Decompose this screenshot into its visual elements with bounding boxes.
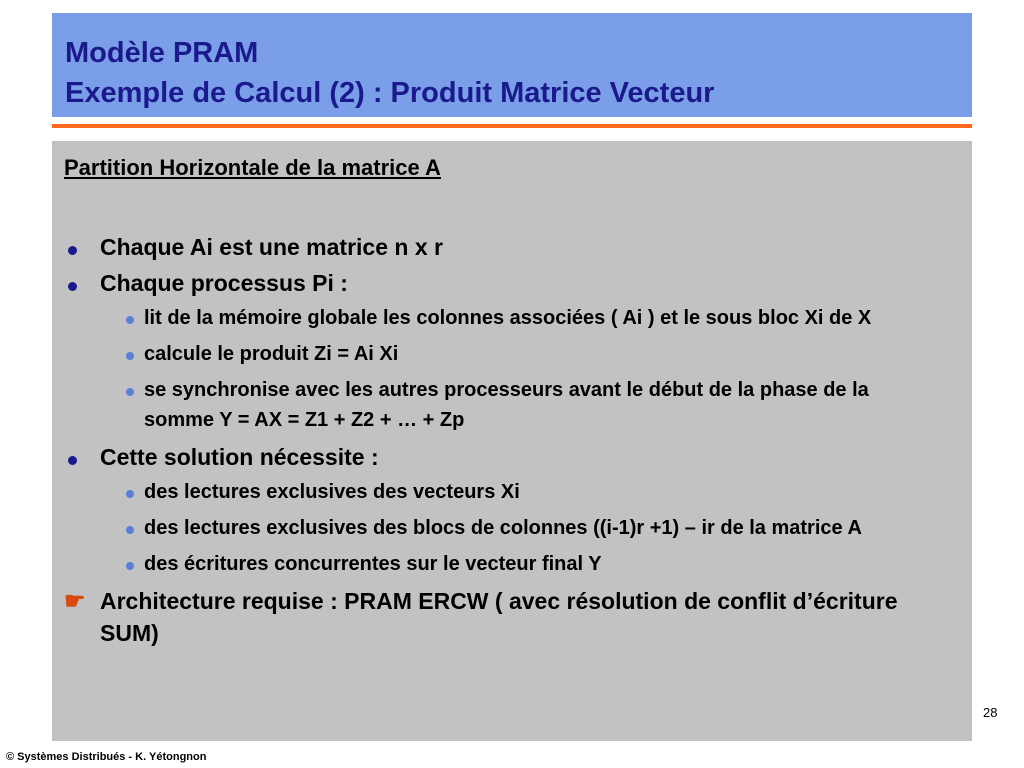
bullet-text: Chaque Ai est une matrice n x r bbox=[100, 234, 443, 260]
bullet-item bbox=[64, 267, 972, 299]
content-subtitle: Partition Horizontale de la matrice A bbox=[64, 155, 441, 180]
page-number: 28 bbox=[983, 705, 998, 720]
bullet-dot-icon bbox=[68, 282, 77, 291]
bullet-item bbox=[64, 441, 972, 473]
sub-bullet-dot-icon bbox=[126, 490, 134, 498]
sub-bullet-dot-icon bbox=[126, 526, 134, 534]
sub-bullet-item bbox=[124, 303, 972, 333]
sub-bullet-marker bbox=[124, 339, 144, 369]
bullet-item bbox=[64, 231, 972, 263]
sub-bullet-marker bbox=[124, 513, 144, 543]
sub-bullet-marker bbox=[124, 477, 144, 507]
footer-copyright: © Systèmes Distribués - K. Yétongnon bbox=[6, 751, 207, 763]
pointing-hand-icon: ☛ bbox=[64, 588, 86, 615]
sub-bullet-dot-icon bbox=[126, 388, 134, 396]
sub-bullet-text: des écritures concurrentes sur le vecteur final Y bbox=[144, 553, 602, 575]
slide-content bbox=[52, 141, 972, 741]
sub-bullet-text: des lectures exclusives des blocs de colonnes ((i-1)r +1) – ir de la matrice A bbox=[144, 517, 862, 539]
bullet-marker bbox=[64, 267, 100, 299]
bullet-text: Architecture requise : PRAM ERCW ( avec résolution de conflit d’écriture SUM) bbox=[100, 588, 898, 646]
sub-bullet-marker bbox=[124, 549, 144, 579]
sub-bullet-dot-icon bbox=[126, 316, 134, 324]
sub-bullet-text: des lectures exclusives des vecteurs Xi bbox=[144, 481, 520, 503]
slide-title-line-1: Modèle PRAM bbox=[65, 37, 259, 69]
slide-title-line-2: Exemple de Calcul (2) : Produit Matrice Vecteur bbox=[65, 77, 715, 109]
bullet-text: Chaque processus Pi : bbox=[100, 270, 348, 296]
sub-bullet-marker bbox=[124, 303, 144, 333]
sub-bullet-item bbox=[124, 477, 972, 507]
bullet-dot-icon bbox=[68, 456, 77, 465]
slide-title-box bbox=[52, 13, 972, 117]
sub-bullet-item bbox=[124, 375, 972, 435]
sub-bullet-text: calcule le produit Zi = Ai Xi bbox=[144, 343, 399, 365]
bullet-marker bbox=[64, 441, 100, 473]
bullet-dot-icon bbox=[68, 246, 77, 255]
sub-bullet-dot-icon bbox=[126, 562, 134, 570]
sub-bullet-item bbox=[124, 549, 972, 579]
bullet-text: Cette solution nécessite : bbox=[100, 444, 379, 470]
sub-bullet-text: lit de la mémoire globale les colonnes associées ( Ai ) et le sous bloc Xi de X bbox=[144, 307, 872, 329]
sub-bullet-marker bbox=[124, 375, 144, 405]
sub-bullet-dot-icon bbox=[126, 352, 134, 360]
bullet-marker bbox=[64, 231, 100, 263]
title-divider bbox=[52, 124, 972, 128]
sub-bullet-text: se synchronise avec les autres processeurs avant le début de la phase de la somme Y = AX = Z1 + Z2 + … + Zp bbox=[144, 379, 869, 431]
sub-bullet-item bbox=[124, 339, 972, 369]
bullet-marker bbox=[64, 585, 100, 617]
sub-bullet-item bbox=[124, 513, 972, 543]
bullet-item bbox=[64, 585, 972, 649]
